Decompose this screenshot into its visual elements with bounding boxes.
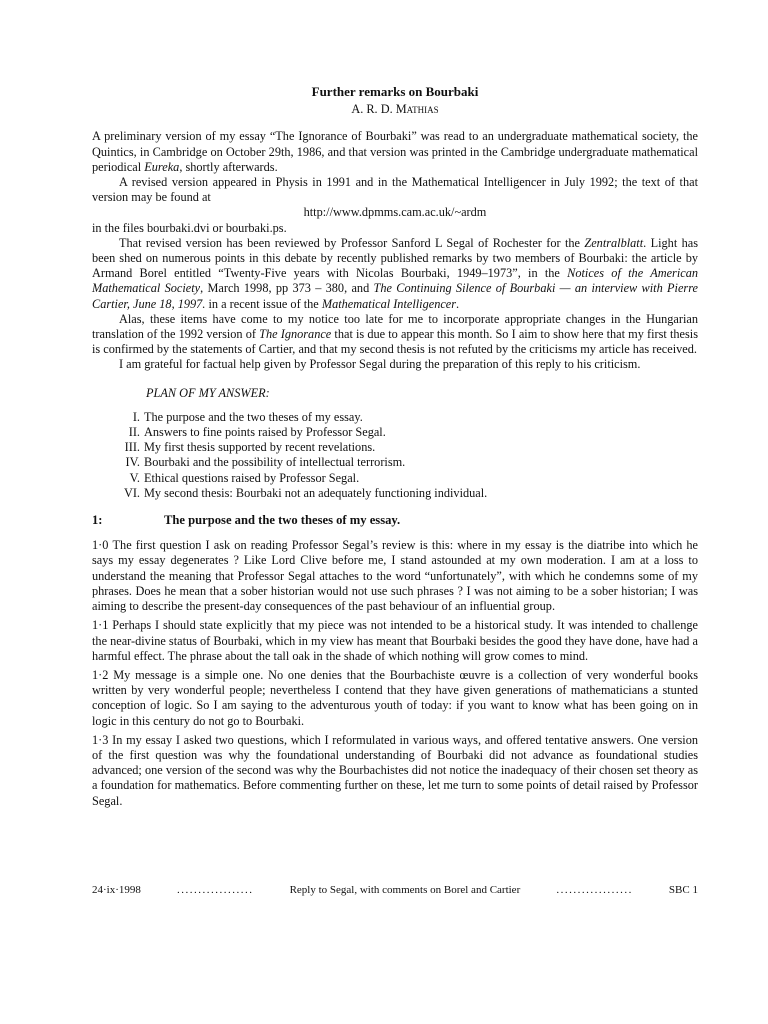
footer-dots-left: .................. bbox=[176, 884, 254, 896]
footer-date: 24·ix·1998 bbox=[92, 884, 141, 896]
intro-paragraph-2: A revised version appeared in Physis in 1991 and in the Mathematical Intelligencer in July 1992; the text of that version may be found at bbox=[92, 175, 698, 205]
page-title: Further remarks on Bourbaki bbox=[311, 84, 479, 99]
plan-item: II. Answers to fine points raised by Professor Segal. bbox=[128, 425, 386, 440]
numbered-paragraph: 1·0 The first question I ask on reading Professor Segal’s review is this: where in my essay is the diatribe into which he says my essay degenerates ? Like Lord Clive before me, I stand astounded at my own moderation. I am at a loss to understand the meaning that Professor Segal attaches to the word “unfortunately”, with which he condemns some of my phrases. Does he mean that a sober historian would not use such phrases ? I was not aiming to be a sober historian; I was aiming to describe the present-day consequences of the past behaviour of an influential group. bbox=[92, 538, 698, 614]
author: A. R. D. Mathias bbox=[351, 102, 439, 117]
numbered-paragraph: 1·3 In my essay I asked two questions, which I reformulated in various ways, and offered tentative answers. One version of the first question was why the foundational understanding of Bourbaki did not advance as foundational studies advanced; one version of the second was why the Bourbachistes did not notice the inadequacy of their chosen set theory as a foundation for mathematics. Before commenting further on these, let me turn to some points of detail raised by Professor Segal. bbox=[92, 732, 699, 808]
plan-item: V. Ethical questions raised by Professor Segal. bbox=[129, 470, 360, 485]
intro-paragraph-4: Alas, these items have come to my notice too late for me to incorporate appropriate changes in the Hungarian translation of the 1992 version of The Ignorance that is due to appear this month. So I aim to show here that my first thesis is confirmed by the statements of Cartier, and that my second thesis is not refuted by the criticisms my article has received. bbox=[92, 311, 698, 357]
section-number: 1: bbox=[92, 513, 103, 528]
url-text: http://www.dpmms.cam.ac.uk/~ardm bbox=[303, 205, 487, 220]
page-footer bbox=[92, 884, 698, 896]
section-title: The purpose and the two theses of my essay. bbox=[164, 513, 401, 528]
numbered-paragraph: 1·2 My message is a simple one. No one denies that the Bourbachiste œuvre is a collection of very wonderful books written by very wonderful people; nevertheless I contend that they have given generations of mathematicians a stunted conception of logic. So I am saying to the adventurous youth of today: if you want to know what has been going on in logic in this century do not go to Bourbaki. bbox=[92, 667, 699, 728]
plan-item: III. My first thesis supported by recent revelations. bbox=[124, 440, 376, 455]
plan-heading: PLAN OF MY ANSWER: bbox=[146, 385, 270, 400]
plan-item: VI. My second thesis: Bourbaki not an adequately functioning individual. bbox=[123, 485, 488, 500]
intro-paragraph-1: A preliminary version of my essay “The Ignorance of Bourbaki” was read to an undergraduate mathematical society, the Quintics, in Cambridge on October 29th, 1986, and that version was printed in the Cambridge undergraduate mathematical periodical Eureka, shortly afterwards. bbox=[92, 129, 698, 174]
footer-page-number: SBC 1 bbox=[668, 884, 698, 896]
footer-dots-right: .................. bbox=[556, 884, 633, 896]
intro-paragraph-3: That revised version has been reviewed by Professor Sanford L Segal of Rochester for the Zentralblatt. Light has been shed on numerous points in this debate by recently published remarks by two members of Bourbaki: the article by Armand Borel entitled “Twenty-Five years with Nicolas Bourbaki, 1949–1973”, in the Notices of the American Mathematical Society, March 1998, pp 373 – 380, and The Continuing Silence of Bourbaki — an interview with Pierre Cartier, June 18, 1997. in a recent issue of the Mathematical Intelligencer. bbox=[92, 235, 698, 311]
numbered-paragraph: 1·1 Perhaps I should state explicitly that my piece was not intended to be a historical study. It was intended to challenge the near-divine status of Bourbaki, which in my view has meant that Bourbaki besides the good they have done, have had a harmful effect. The phrase about the tall oak in the shade of which nothing will grow comes to mind. bbox=[92, 618, 698, 663]
plan-item: I. The purpose and the two theses of my essay. bbox=[132, 409, 363, 424]
section-heading bbox=[92, 513, 698, 528]
intro-paragraph-5: I am grateful for factual help given by Professor Segal during the preparation of this reply to his criticism. bbox=[119, 357, 641, 372]
files-text: in the files bourbaki.dvi or bourbaki.ps. bbox=[92, 220, 287, 235]
plan-list bbox=[92, 410, 698, 501]
document-page bbox=[92, 84, 698, 809]
plan-item: IV. Bourbaki and the possibility of intellectual terrorism. bbox=[125, 455, 406, 470]
footer-title: Reply to Segal, with comments on Borel and Cartier bbox=[289, 884, 521, 896]
